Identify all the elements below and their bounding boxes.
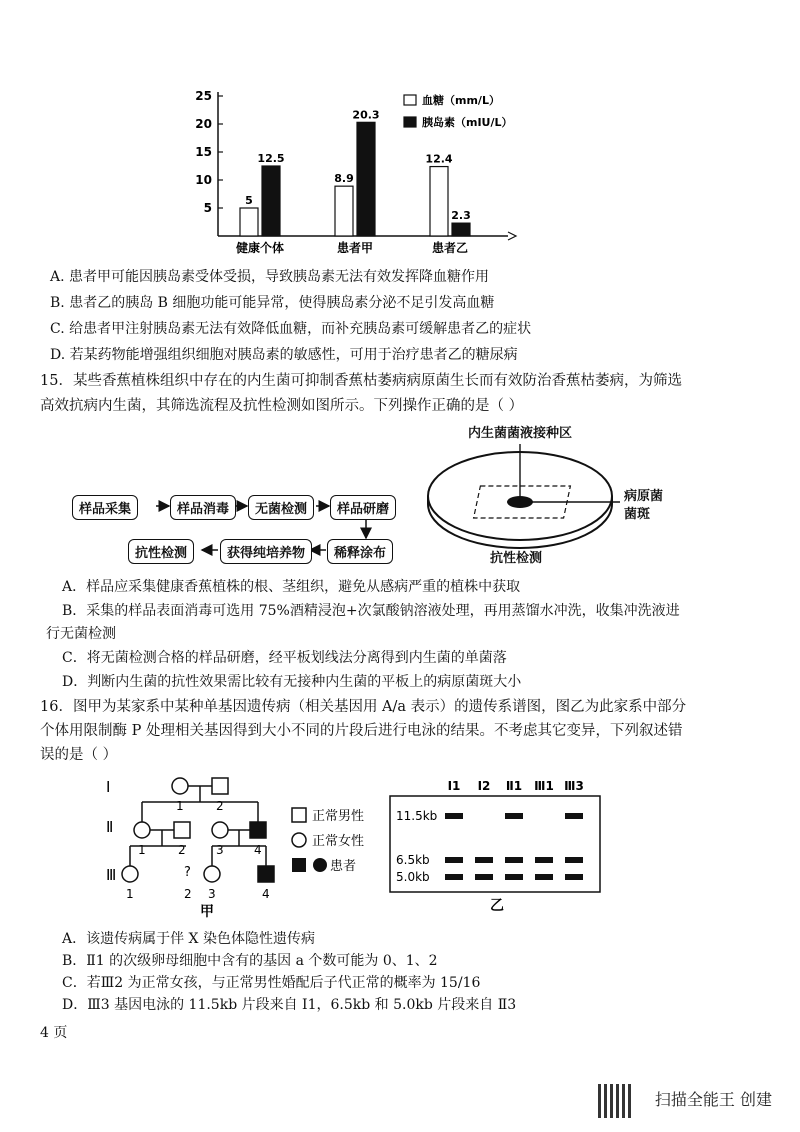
- gel-band: [445, 857, 463, 863]
- y-tick-label: 5: [203, 201, 212, 215]
- gel-band: [505, 813, 523, 819]
- q16-option-d: D．Ⅲ3 基因电泳的 11.5kb 片段来自 Ⅰ1，6.5kb 和 5.0kb 片段来自 Ⅱ3: [62, 997, 517, 1013]
- gel-caption: 乙: [490, 898, 504, 914]
- bar-insulin: [357, 122, 375, 236]
- y-tick-label: 15: [195, 145, 212, 159]
- bar-value-label: 2.3: [451, 209, 471, 223]
- gel-band: [505, 874, 523, 880]
- q16-stem-cont: 个体用限制酶 P 处理相关基因得到大小不同的片段后进行电泳的结果。不考虑其它变异，下列叙述错: [40, 723, 683, 739]
- person-I2: [212, 778, 228, 794]
- q15-option-a: A．样品应采集健康香蕉植株的根、茎组织，避免从感病严重的植株中获取: [62, 579, 521, 595]
- pedigree-caption: 甲: [200, 904, 214, 920]
- gel-lane-label: Ⅰ2: [477, 779, 491, 793]
- legend-affected-male: [292, 858, 306, 872]
- legend-female-symbol: [292, 833, 306, 847]
- bar-insulin: [262, 166, 280, 236]
- gel-band: [445, 874, 463, 880]
- svg-text:1: 1: [176, 799, 184, 813]
- gel-band: [565, 813, 583, 819]
- flow-step-pure-culture: 获得纯培养物: [220, 539, 312, 564]
- gel-lane-label: Ⅰ1: [447, 779, 461, 793]
- person-II2: [174, 822, 190, 838]
- plate-caption: 抗性检测: [490, 551, 543, 566]
- flow-step-grinding: 样品研磨: [330, 495, 396, 520]
- legend-swatch: [404, 117, 416, 127]
- person-III4-affected: [258, 866, 274, 882]
- q16-stem: 16．图甲为某家系中某种单基因遗传病（相关基因用 A/a 表示）的遗传系谱图，图乙为此家系中部分: [40, 699, 687, 715]
- q16-option-b: B．Ⅱ1 的次级卵母细胞中含有的基因 a 个数可能为 0、1、2: [62, 953, 438, 969]
- person-II3: [212, 822, 228, 838]
- pedigree-chart: [100, 770, 380, 920]
- svg-text:2: 2: [178, 843, 186, 857]
- svg-text:4: 4: [254, 843, 262, 857]
- q14-option-b: B. 患者乙的胰岛 B 细胞功能可能异常，使得胰岛素分泌不足引发高血糖: [50, 295, 495, 311]
- gel-band: [445, 813, 463, 819]
- bar-glucose: [430, 167, 448, 236]
- category-label: 患者乙: [431, 241, 469, 255]
- svg-text:2: 2: [216, 799, 224, 813]
- legend-affected: 患者: [330, 859, 357, 874]
- svg-text:3: 3: [208, 887, 216, 901]
- gen-label-3: Ⅲ: [106, 866, 117, 884]
- q16-stem-end: 误的是（ ）: [40, 747, 118, 763]
- y-tick-label: 20: [195, 117, 212, 131]
- gen-label-2: Ⅱ: [106, 818, 114, 836]
- legend-female: 正常女性: [312, 834, 365, 849]
- legend-label: 血糖（mm/L）: [422, 94, 500, 107]
- svg-text:1: 1: [138, 843, 146, 857]
- q16-option-c: C．若Ⅲ2 为正常女孩，与正常男性婚配后子代正常的概率为 15/16: [62, 975, 481, 991]
- svg-text:4: 4: [262, 887, 270, 901]
- gel-band: [475, 874, 493, 880]
- category-label: 患者甲: [336, 241, 374, 255]
- q15-stem: 15．某些香蕉植株组织中存在的内生菌可抑制香蕉枯萎病病原菌生长而有效防治香蕉枯萎病，为筛选: [40, 373, 682, 389]
- category-label: 健康个体: [235, 241, 285, 255]
- q15-stem-cont: 高效抗病内生菌，其筛选流程及抗性检测如图所示。下列操作正确的是（ ）: [40, 398, 524, 414]
- plate-plaque-label: 菌斑: [624, 507, 651, 522]
- q15-option-b: B．采集的样品表面消毒可选用 75%酒精浸泡+次氯酸钠溶液处理，再用蒸馏水冲洗，收集冲洗液进: [62, 603, 680, 619]
- svg-text:3: 3: [216, 843, 224, 857]
- plate-pathogen-label: 病原菌: [624, 489, 664, 504]
- person-III2-unknown: ?: [184, 865, 191, 880]
- legend-affected-female: [313, 858, 327, 872]
- gel-band: [505, 857, 523, 863]
- person-II1: [134, 822, 150, 838]
- gel-lane-label: Ⅲ3: [564, 779, 584, 793]
- person-I1: [172, 778, 188, 794]
- bar-value-label: 20.3: [352, 108, 380, 122]
- bar-chart: [190, 84, 530, 260]
- legend-male-symbol: [292, 808, 306, 822]
- q14-option-a: A. 患者甲可能因胰岛素受体受损，导致胰岛素无法有效发挥降血糖作用: [50, 269, 490, 285]
- q15-option-c: C．将无菌检测合格的样品研磨，经平板划线法分离得到内生菌的单菌落: [62, 650, 507, 666]
- bar-value-label: 12.5: [257, 152, 285, 165]
- flow-step-sampling: 样品采集: [72, 495, 138, 520]
- gel-band: [535, 857, 553, 863]
- q15-option-b-cont: 行无菌检测: [46, 626, 116, 642]
- gel-band: [475, 857, 493, 863]
- flow-step-sterility-test: 无菌检测: [248, 495, 314, 520]
- flow-step-dilution-plating: 稀释涂布: [327, 539, 393, 564]
- bar-value-label: 5: [245, 194, 253, 207]
- person-III1: [122, 866, 138, 882]
- page-number: 4 页: [40, 1025, 68, 1041]
- flow-step-disinfection: 样品消毒: [170, 495, 236, 520]
- legend-swatch: [404, 95, 416, 105]
- gel-size-label: 5.0kb: [396, 870, 430, 884]
- qr-code-icon: [598, 1084, 632, 1118]
- gel-band: [535, 874, 553, 880]
- scanner-brand: 扫描全能王 创建: [654, 1090, 772, 1109]
- q15-option-d: D．判断内生菌的抗性效果需比较有无接种内生菌的平板上的病原菌斑大小: [62, 674, 522, 690]
- svg-text:1: 1: [126, 887, 134, 901]
- gel-lane-label: Ⅱ1: [505, 779, 523, 793]
- bar-insulin: [452, 223, 470, 236]
- bar-glucose: [335, 186, 353, 236]
- q14-option-d: D. 若某药物能增强组织细胞对胰岛素的敏感性，可用于治疗患者乙的糖尿病: [50, 347, 518, 363]
- bar-value-label: 12.4: [425, 152, 453, 166]
- q14-option-c: C. 给患者甲注射胰岛素无法有效降低血糖，而补充胰岛素可缓解患者乙的症状: [50, 321, 532, 337]
- svg-text:2: 2: [184, 887, 192, 901]
- person-II4-affected: [250, 822, 266, 838]
- y-tick-label: 25: [195, 89, 212, 103]
- bar-value-label: 8.9: [334, 172, 354, 186]
- gen-label-1: Ⅰ: [106, 778, 111, 796]
- electrophoresis-gel: [388, 774, 608, 914]
- legend-label: 胰岛素（mIU/L）: [422, 116, 513, 129]
- q16-option-a: A．该遗传病属于伴 X 染色体隐性遗传病: [62, 931, 315, 947]
- gel-size-label: 11.5kb: [396, 809, 438, 823]
- bar-glucose: [240, 208, 258, 236]
- flow-step-resistance-test: 抗性检测: [128, 539, 194, 564]
- gel-lane-label: Ⅲ1: [534, 779, 554, 793]
- person-III3: [204, 866, 220, 882]
- plate-inoculation-label: 内生菌菌液接种区: [468, 426, 573, 441]
- legend-male: 正常男性: [312, 809, 365, 824]
- x-axis-arrow: [508, 232, 516, 240]
- gel-size-label: 6.5kb: [396, 853, 430, 867]
- y-tick-label: 10: [195, 173, 212, 187]
- gel-band: [565, 874, 583, 880]
- gel-band: [565, 857, 583, 863]
